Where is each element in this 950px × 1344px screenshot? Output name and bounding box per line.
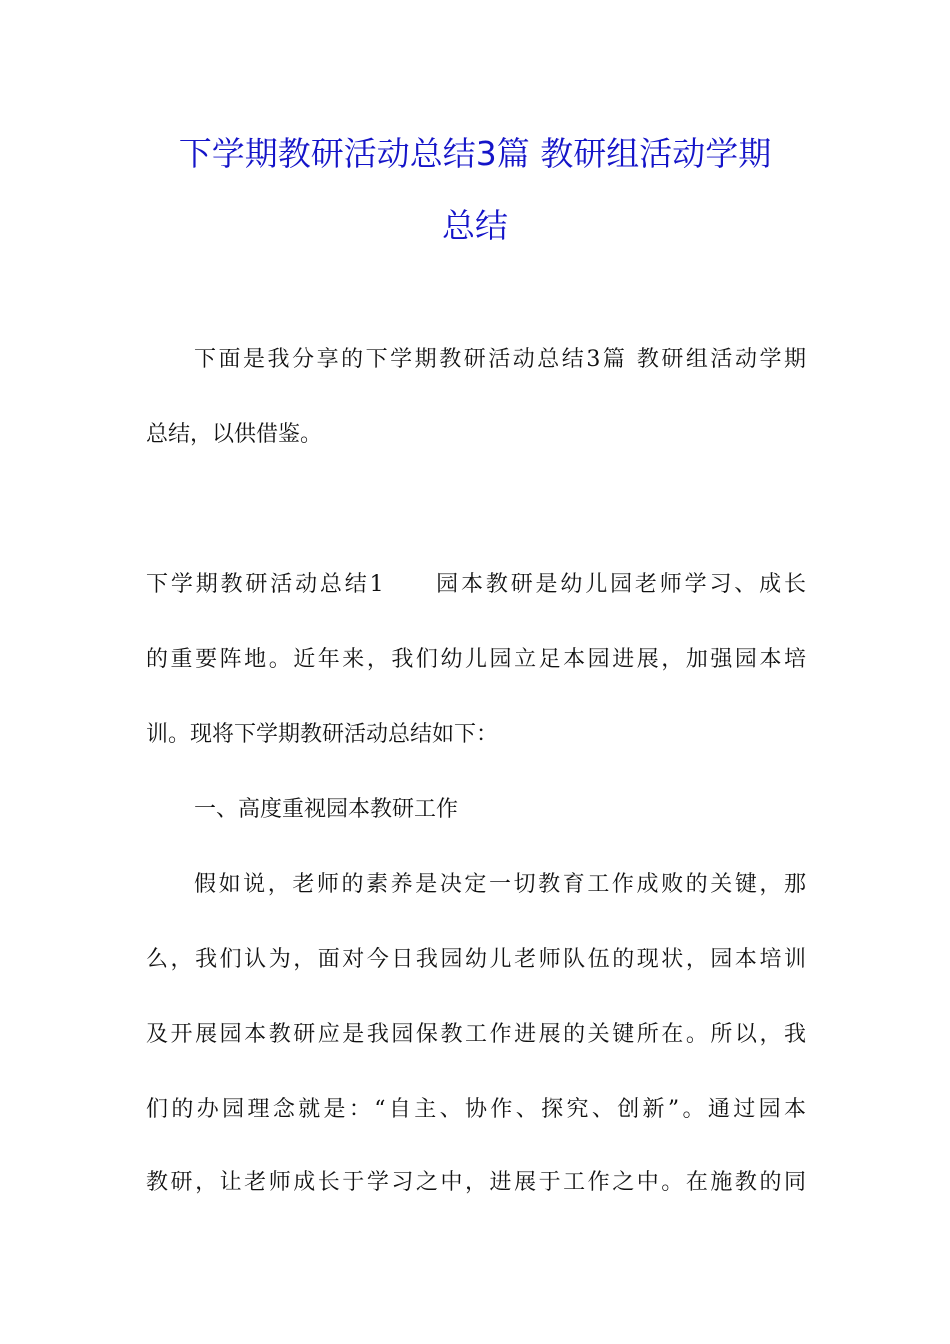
- section-1-heading-line: 下学期教研活动总结1 园本教研是幼儿园老师学习、成长: [146, 572, 806, 597]
- subheading-1: 一、高度重视园本教研工作: [194, 797, 459, 822]
- body-line-3: 及开展园本教研应是我园保教工作进展的关键所在。所以，我: [146, 1022, 806, 1047]
- body-line-1: 假如说，老师的素养是决定一切教育工作成败的关键，那: [194, 872, 806, 897]
- body-line-2: 么，我们认为，面对今日我园幼儿老师队伍的现状，园本培训: [146, 947, 806, 972]
- document-title-line-1: 下学期教研活动总结3篇 教研组活动学期: [178, 134, 772, 173]
- intro-line-2: 总结，以供借鉴。: [146, 422, 323, 447]
- section-1-line-3: 训。现将下学期教研活动总结如下：: [146, 722, 499, 747]
- document-title-line-2: 总结: [442, 206, 508, 245]
- intro-line-1: 下面是我分享的下学期教研活动总结3篇 教研组活动学期: [194, 347, 806, 372]
- section-1-line-2: 的重要阵地。近年来，我们幼儿园立足本园进展，加强园本培: [146, 647, 806, 672]
- body-line-4: 们的办园理念就是：“自主、协作、探究、创新”。通过园本: [146, 1097, 806, 1122]
- body-line-5: 教研，让老师成长于学习之中，进展于工作之中。在施教的同: [146, 1170, 806, 1195]
